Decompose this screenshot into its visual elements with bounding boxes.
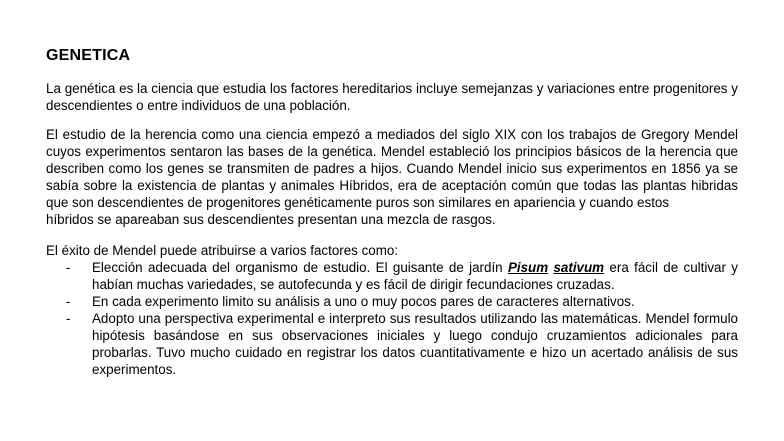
factor-1-text-end: era fácil de cultivar y habían muchas variedades, se autofecunda y es fácil de dirigir fecundaciones cruzadas. <box>92 260 738 292</box>
document-title: GENETICA <box>46 47 131 64</box>
history-paragraph-last-line: híbridos se apareaban sus descendientes presentan una mezcla de rasgos. <box>46 212 496 227</box>
list-dash: - <box>66 260 71 275</box>
document-page <box>46 46 738 378</box>
species-genus: Pisum <box>507 260 549 275</box>
factor-2-text: En cada experimento limito su análisis a uno o muy pocos pares de caracteres alternativos. <box>92 294 635 309</box>
factors-list <box>46 259 738 378</box>
factor-1-text-start: Elección adecuada del organismo de estudio. El guisante de jardín <box>92 260 508 275</box>
list-item <box>46 259 738 293</box>
factor-3-text: Adopto una perspectiva experimental e interpreto sus resultados utilizando las matemáticas. Mendel formulo hipótesis basándose en sus observaciones iniciales y luego condujo cruzamientos adicionales para probarlas. Tuvo mucho cuidado en registrar los datos cuantitativamente e hizo un acertado análisis de sus experimentos. <box>92 311 738 377</box>
list-item <box>46 310 738 378</box>
species-epithet: sativum <box>553 260 605 275</box>
list-dash: - <box>66 311 71 326</box>
paragraph-spacer <box>46 228 738 242</box>
list-dash: - <box>66 294 71 309</box>
history-paragraph: El estudio de la herencia como una ciencia empezó a mediados del siglo XIX con los trabajos de Gregory Mendel cuyos experimentos sentaron las bases de la genética. Mendel estableció los principios básicos de la herencia que describen como los genes se transmiten de padres a hijos. Cuando Mendel inicio sus experimentos en 1856 ya se sabía sobre la existencia de plantas y animales Híbridos, era de aceptación común que todas las plantas hibridas que son descendientes de progenitores genéticamente puros son similares en apariencia y cuando estos <box>46 127 738 210</box>
intro-paragraph: La genética es la ciencia que estudia los factores hereditarios incluye semejanzas y variaciones entre progenitores y descendientes o entre individuos de una población. <box>46 81 738 113</box>
list-item <box>46 293 738 310</box>
factors-intro: El éxito de Mendel puede atribuirse a varios factores como: <box>46 243 399 258</box>
